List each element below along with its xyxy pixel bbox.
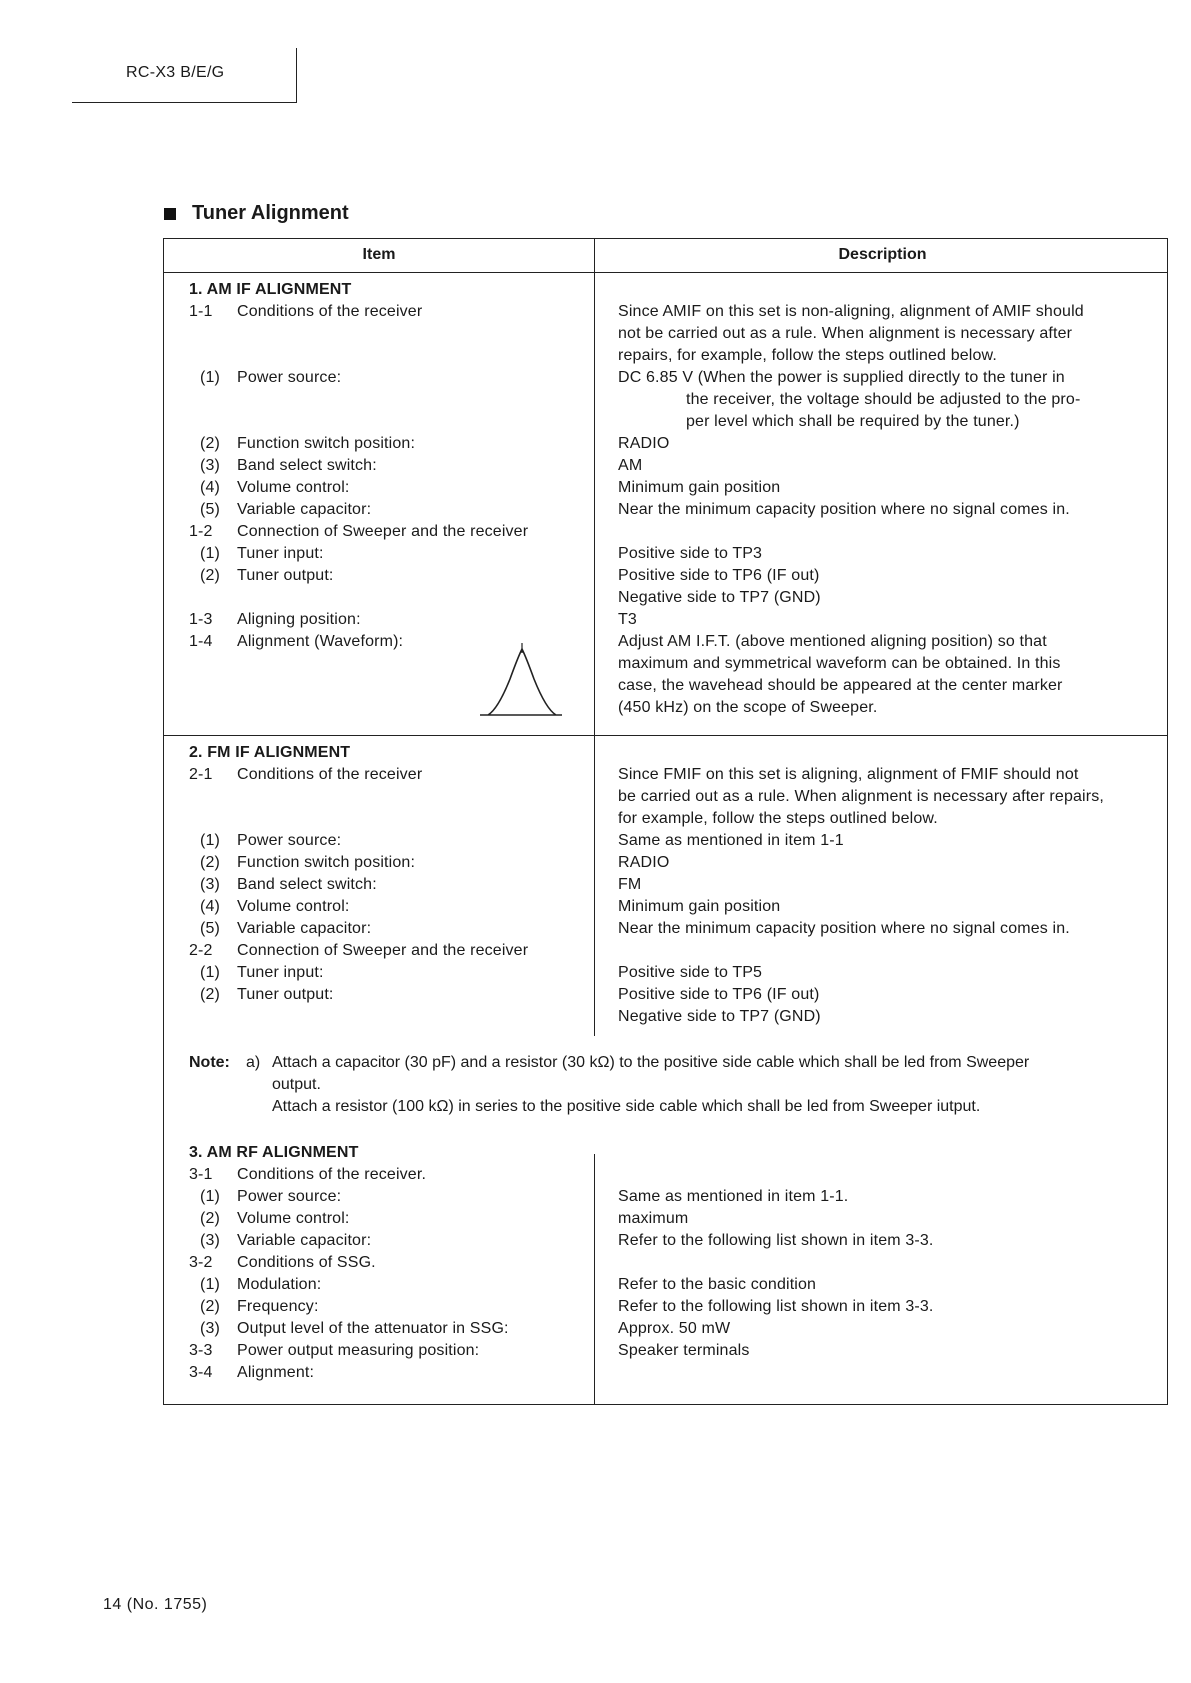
description-text: RADIO	[618, 435, 670, 452]
description-text: Positive side to TP6 (IF out)	[618, 567, 820, 584]
row-number: (2)	[200, 1210, 221, 1227]
description-text: Since AMIF on this set is non-aligning, alignment of AMIF should	[618, 303, 1084, 320]
row-label: Power source:	[237, 1188, 342, 1205]
description-text: Positive side to TP5	[618, 964, 763, 981]
row-number: 1-3	[189, 611, 213, 628]
row-number: (1)	[200, 545, 221, 562]
note-text: output.	[272, 1076, 321, 1093]
row-number: (5)	[200, 501, 221, 518]
row-label: Aligning position:	[237, 611, 361, 628]
row-label: Frequency:	[237, 1298, 319, 1315]
description-text: maximum and symmetrical waveform can be obtained. In this	[618, 655, 1061, 672]
row-number: (2)	[200, 1298, 221, 1315]
note-label: Note:	[189, 1054, 230, 1071]
row-number: (3)	[200, 1320, 221, 1337]
description-text: Near the minimum capacity position where no signal comes in.	[618, 501, 1070, 518]
column-divider	[594, 1154, 595, 1404]
row-number: 2-2	[189, 942, 213, 959]
description-text: Since FMIF on this set is aligning, alignment of FMIF should not	[618, 766, 1079, 783]
fm-if-heading: 2. FM IF ALIGNMENT	[189, 744, 351, 761]
row-number: 1-4	[189, 633, 213, 650]
row-label: Alignment (Waveform):	[237, 633, 404, 650]
row-label: Conditions of the receiver	[237, 766, 423, 783]
row-label: Output level of the attenuator in SSG:	[237, 1320, 509, 1337]
row-number: (1)	[200, 1188, 221, 1205]
row-number: (3)	[200, 1232, 221, 1249]
row-number: 3-1	[189, 1166, 213, 1183]
page-number: 14 (No. 1755)	[103, 1596, 208, 1613]
row-label: Band select switch:	[237, 457, 377, 474]
row-label: Band select switch:	[237, 876, 377, 893]
alignment-table	[163, 238, 1168, 1405]
description-text: case, the wavehead should be appeared at the center marker	[618, 677, 1063, 694]
row-label: Tuner output:	[237, 986, 334, 1003]
description-text: repairs, for example, follow the steps outlined below.	[618, 347, 997, 364]
row-label: Conditions of the receiver.	[237, 1166, 427, 1183]
description-text: Positive side to TP6 (IF out)	[618, 986, 820, 1003]
description-text: Refer to the following list shown in item 3-3.	[618, 1298, 934, 1315]
description-text: Refer to the basic condition	[618, 1276, 817, 1293]
row-number: (3)	[200, 876, 221, 893]
row-label: Power source:	[237, 369, 342, 386]
row-number: (5)	[200, 920, 221, 937]
row-label: Tuner input:	[237, 545, 324, 562]
row-label: Tuner output:	[237, 567, 334, 584]
note-item-marker: a)	[246, 1054, 261, 1071]
row-label: Conditions of the receiver	[237, 303, 423, 320]
row-number: (4)	[200, 479, 221, 496]
row-label: Connection of Sweeper and the receiver	[237, 942, 529, 959]
description-column-header: Description	[838, 246, 927, 263]
description-text: per level which shall be required by the tuner.)	[686, 413, 1020, 430]
column-divider	[594, 239, 595, 1036]
item-column-header: Item	[362, 246, 396, 263]
row-label: Tuner input:	[237, 964, 324, 981]
description-text: Approx. 50 mW	[618, 1320, 731, 1337]
row-number: 1-1	[189, 303, 213, 320]
row-label: Conditions of SSG.	[237, 1254, 376, 1271]
am-rf-heading: 3. AM RF ALIGNMENT	[189, 1144, 359, 1161]
row-label: Variable capacitor:	[237, 920, 372, 937]
row-number: (1)	[200, 369, 221, 386]
row-label: Volume control:	[237, 1210, 350, 1227]
header-box	[72, 48, 297, 103]
description-text: AM	[618, 457, 643, 474]
row-number: (2)	[200, 435, 221, 452]
row-number: (2)	[200, 854, 221, 871]
row-label: Alignment:	[237, 1364, 315, 1381]
row-label: Power output measuring position:	[237, 1342, 480, 1359]
description-text: Minimum gain position	[618, 479, 781, 496]
am-if-heading: 1. AM IF ALIGNMENT	[189, 281, 352, 298]
row-number: 2-1	[189, 766, 213, 783]
row-label: Function switch position:	[237, 854, 416, 871]
row-label: Connection of Sweeper and the receiver	[237, 523, 529, 540]
row-number: 3-2	[189, 1254, 213, 1271]
description-text: Negative side to TP7 (GND)	[618, 589, 821, 606]
description-text: FM	[618, 876, 642, 893]
section-title	[164, 202, 349, 225]
description-text: Refer to the following list shown in item 3-3.	[618, 1232, 934, 1249]
square-bullet-icon	[164, 208, 176, 220]
row-label: Variable capacitor:	[237, 1232, 372, 1249]
description-text: DC 6.85 V (When the power is supplied directly to the tuner in	[618, 369, 1065, 386]
description-text: the receiver, the voltage should be adjusted to the pro-	[686, 391, 1081, 408]
waveform-icon	[476, 639, 568, 719]
description-text: RADIO	[618, 854, 670, 871]
description-text: for example, follow the steps outlined below.	[618, 810, 938, 827]
row-number: (1)	[200, 964, 221, 981]
row-label: Function switch position:	[237, 435, 416, 452]
description-text: not be carried out as a rule. When alignment is necessary after	[618, 325, 1073, 342]
description-text: T3	[618, 611, 637, 628]
row-number: 1-2	[189, 523, 213, 540]
row-label: Variable capacitor:	[237, 501, 372, 518]
header-divider	[164, 272, 1167, 273]
row-number: (2)	[200, 567, 221, 584]
row-label: Power source:	[237, 832, 342, 849]
description-text: Positive side to TP3	[618, 545, 763, 562]
description-text: Speaker terminals	[618, 1342, 750, 1359]
row-number: (3)	[200, 457, 221, 474]
description-text: be carried out as a rule. When alignment is necessary after repairs,	[618, 788, 1104, 805]
description-text: maximum	[618, 1210, 689, 1227]
model-number: RC-X3 B/E/G	[126, 64, 225, 81]
row-number: (2)	[200, 986, 221, 1003]
row-number: 3-4	[189, 1364, 213, 1381]
description-text: Minimum gain position	[618, 898, 781, 915]
row-number: (1)	[200, 832, 221, 849]
section-divider	[164, 735, 1167, 736]
row-number: (4)	[200, 898, 221, 915]
row-number: (1)	[200, 1276, 221, 1293]
description-text: Near the minimum capacity position where no signal comes in.	[618, 920, 1070, 937]
section-title-text: Tuner Alignment	[192, 202, 349, 224]
row-number: 3-3	[189, 1342, 213, 1359]
note-text: Attach a capacitor (30 pF) and a resistor (30 kΩ) to the positive side cable which shall be led from Sweeper	[272, 1054, 1030, 1071]
row-label: Volume control:	[237, 898, 350, 915]
row-label: Volume control:	[237, 479, 350, 496]
row-label: Modulation:	[237, 1276, 322, 1293]
description-text: Same as mentioned in item 1-1.	[618, 1188, 849, 1205]
description-text: Same as mentioned in item 1-1	[618, 832, 844, 849]
description-text: Negative side to TP7 (GND)	[618, 1008, 821, 1025]
description-text: Adjust AM I.F.T. (above mentioned aligning position) so that	[618, 633, 1047, 650]
note-text: Attach a resistor (100 kΩ) in series to the positive side cable which shall be led from Sweeper iutput.	[272, 1098, 981, 1115]
description-text: (450 kHz) on the scope of Sweeper.	[618, 699, 878, 716]
